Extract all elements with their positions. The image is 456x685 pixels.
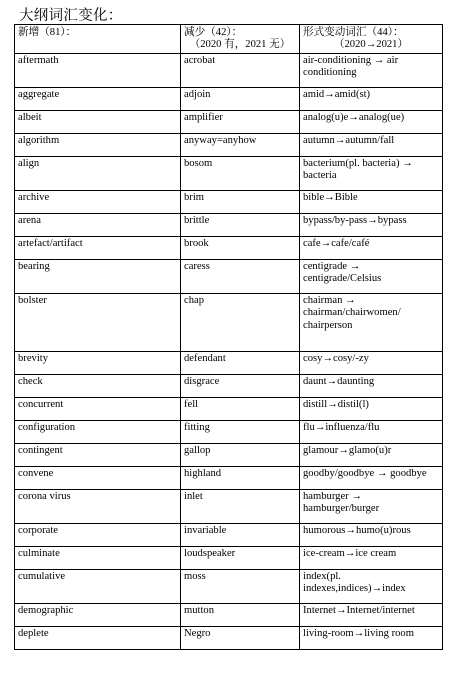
table-row: [15, 374, 443, 397]
header-removed-label: 减少（42）：: [184, 27, 243, 38]
table-row: [15, 351, 443, 374]
added-word-cell: corona virus: [15, 489, 181, 523]
removed-word-cell: fell: [181, 397, 300, 420]
table-row: [15, 489, 443, 523]
removed-word-cell: moss: [181, 569, 300, 603]
changed-word-cell: analog(u)e→analog(ue): [300, 110, 443, 133]
removed-word-cell: bosom: [181, 156, 300, 190]
changed-word-cell: bacterium(pl. bacteria) → bacteria: [300, 156, 443, 190]
removed-word-cell: adjoin: [181, 87, 300, 110]
added-word-cell: deplete: [15, 626, 181, 649]
changed-word-cell: distill→distil(l): [300, 397, 443, 420]
vocabulary-change-table: [14, 24, 443, 650]
added-word-cell: aggregate: [15, 87, 181, 110]
table-row: [15, 156, 443, 190]
changed-word-cell: living-room→living room: [300, 626, 443, 649]
removed-word-cell: loudspeaker: [181, 546, 300, 569]
table-row: [15, 259, 443, 293]
removed-word-cell: defendant: [181, 351, 300, 374]
changed-word-cell: bypass/by-pass→bypass: [300, 213, 443, 236]
table-row: [15, 523, 443, 546]
added-word-cell: concurrent: [15, 397, 181, 420]
table-header-row: [15, 25, 443, 54]
removed-word-cell: fitting: [181, 420, 300, 443]
header-removed-words: [181, 25, 300, 54]
table-row: [15, 293, 443, 351]
changed-word-cell: air-conditioning → air conditioning: [300, 53, 443, 87]
added-word-cell: albeit: [15, 110, 181, 133]
added-word-cell: check: [15, 374, 181, 397]
added-word-cell: arena: [15, 213, 181, 236]
changed-word-cell: goodby/goodbye → goodbye: [300, 466, 443, 489]
removed-word-cell: brittle: [181, 213, 300, 236]
changed-word-cell: daunt→daunting: [300, 374, 443, 397]
removed-word-cell: brook: [181, 236, 300, 259]
added-word-cell: bolster: [15, 293, 181, 351]
changed-word-cell: hamburger → hamburger/burger: [300, 489, 443, 523]
added-word-cell: align: [15, 156, 181, 190]
removed-word-cell: caress: [181, 259, 300, 293]
removed-word-cell: disgrace: [181, 374, 300, 397]
added-word-cell: brevity: [15, 351, 181, 374]
changed-word-cell: ice-cream→ice cream: [300, 546, 443, 569]
changed-word-cell: cafe→cafe/café: [300, 236, 443, 259]
table-row: [15, 110, 443, 133]
table-row: [15, 420, 443, 443]
table-row: [15, 190, 443, 213]
table-row: [15, 133, 443, 156]
added-word-cell: configuration: [15, 420, 181, 443]
table-row: [15, 236, 443, 259]
header-changed-years: （2020→2021）: [333, 39, 409, 51]
header-changed-label: 形式变动词汇（44）：: [303, 27, 404, 38]
table-row: [15, 397, 443, 420]
header-added-words: 新增（81）：: [15, 25, 181, 54]
added-word-cell: contingent: [15, 443, 181, 466]
header-removed-years: （2020 有，2021 无）: [189, 39, 291, 51]
removed-word-cell: amplifier: [181, 110, 300, 133]
table-row: [15, 569, 443, 603]
table-row: [15, 626, 443, 649]
table-row: [15, 87, 443, 110]
added-word-cell: bearing: [15, 259, 181, 293]
table-row: [15, 546, 443, 569]
header-changed-words: [300, 25, 443, 54]
changed-word-cell: bible→Bible: [300, 190, 443, 213]
table-body: [15, 53, 443, 649]
changed-word-cell: cosy→cosy/-zy: [300, 351, 443, 374]
table-row: [15, 53, 443, 87]
changed-word-cell: flu→influenza/flu: [300, 420, 443, 443]
removed-word-cell: highland: [181, 466, 300, 489]
removed-word-cell: acrobat: [181, 53, 300, 87]
table-row: [15, 466, 443, 489]
added-word-cell: corporate: [15, 523, 181, 546]
changed-word-cell: amid→amid(st): [300, 87, 443, 110]
added-word-cell: convene: [15, 466, 181, 489]
added-word-cell: demographic: [15, 603, 181, 626]
removed-word-cell: chap: [181, 293, 300, 351]
table-row: [15, 603, 443, 626]
page-title: 大纲词汇变化：: [19, 8, 123, 24]
removed-word-cell: inlet: [181, 489, 300, 523]
removed-word-cell: gallop: [181, 443, 300, 466]
changed-word-cell: index(pl. indexes,indices)→index: [300, 569, 443, 603]
changed-word-cell: autumn→autumn/fall: [300, 133, 443, 156]
removed-word-cell: mutton: [181, 603, 300, 626]
table-row: [15, 213, 443, 236]
table-row: [15, 443, 443, 466]
changed-word-cell: chairman → chairman/chairwomen/ chairperson: [300, 293, 443, 351]
added-word-cell: algorithm: [15, 133, 181, 156]
changed-word-cell: centigrade → centigrade/Celsius: [300, 259, 443, 293]
removed-word-cell: anyway=anyhow: [181, 133, 300, 156]
changed-word-cell: humorous→humo(u)rous: [300, 523, 443, 546]
added-word-cell: cumulative: [15, 569, 181, 603]
added-word-cell: aftermath: [15, 53, 181, 87]
changed-word-cell: glamour→glamo(u)r: [300, 443, 443, 466]
removed-word-cell: invariable: [181, 523, 300, 546]
removed-word-cell: brim: [181, 190, 300, 213]
added-word-cell: archive: [15, 190, 181, 213]
removed-word-cell: Negro: [181, 626, 300, 649]
added-word-cell: artefact/artifact: [15, 236, 181, 259]
changed-word-cell: Internet→Internet/internet: [300, 603, 443, 626]
added-word-cell: culminate: [15, 546, 181, 569]
